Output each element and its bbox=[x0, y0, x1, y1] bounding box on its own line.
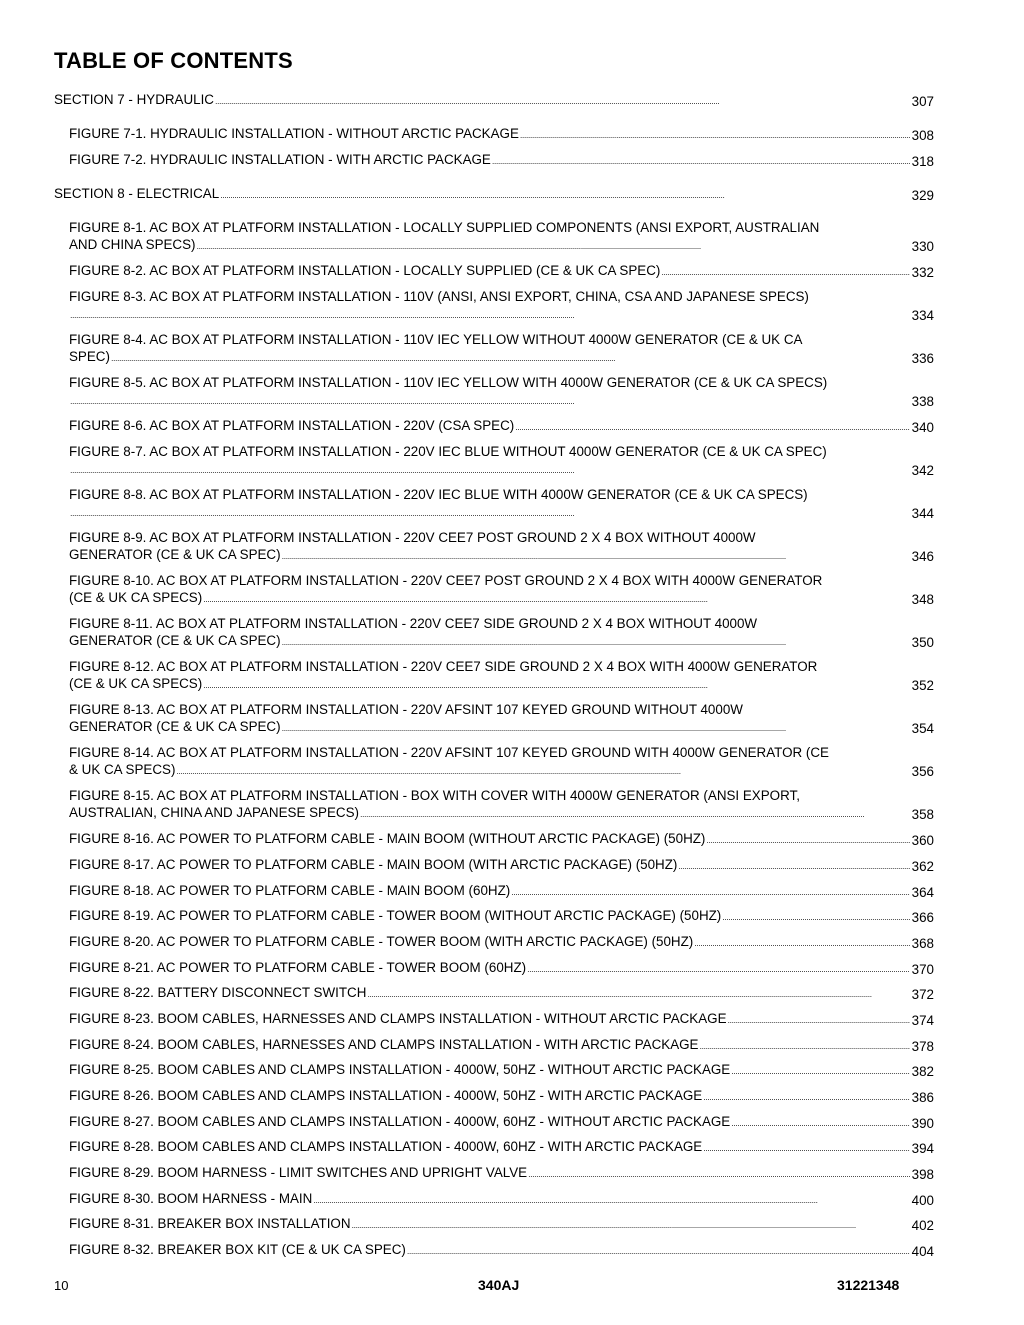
toc-entry-leader-line bbox=[69, 1190, 934, 1209]
toc-entry-page-number: 382 bbox=[911, 1064, 934, 1079]
toc-entry-text: FIGURE 8-13. AC BOX AT PLATFORM INSTALLATION - 220V AFSINT 107 KEYED GROUND WITHOUT 4000W bbox=[69, 702, 743, 717]
footer-doc-number: 31221348 bbox=[837, 1277, 900, 1293]
toc-entry-text: FIGURE 8-3. AC BOX AT PLATFORM INSTALLATION - 110V (ANSI, ANSI EXPORT, CHINA, CSA AND JAPANESE SPECS) bbox=[69, 289, 809, 304]
toc-entry-text: SPEC) bbox=[69, 349, 110, 364]
toc-entry-text: FIGURE 8-10. AC BOX AT PLATFORM INSTALLATION - 220V CEE7 POST GROUND 2 X 4 BOX WITH 4000W GENERATOR bbox=[69, 573, 823, 588]
toc-entry-leader-line bbox=[69, 856, 934, 875]
toc-entry-text-line bbox=[69, 443, 934, 460]
toc-figure-entry[interactable] bbox=[54, 882, 934, 901]
toc-entry-text: SECTION 8 - ELECTRICAL bbox=[54, 186, 220, 201]
toc-figure-entry[interactable] bbox=[54, 288, 934, 324]
toc-section-entry[interactable] bbox=[54, 185, 934, 204]
toc-figure-entry[interactable] bbox=[54, 1215, 934, 1234]
toc-entry-page-number: 370 bbox=[911, 962, 934, 977]
toc-entry-page-number: 340 bbox=[911, 420, 934, 435]
toc-figure-entry[interactable] bbox=[54, 1113, 934, 1132]
toc-entry-leader-line bbox=[69, 348, 934, 367]
toc-entry-text: FIGURE 8-26. BOOM CABLES AND CLAMPS INSTALLATION - 4000W, 50HZ - WITH ARCTIC PACKAGE bbox=[69, 1088, 703, 1103]
toc-figure-entry[interactable] bbox=[54, 417, 934, 436]
toc-entry-page-number: 386 bbox=[911, 1090, 934, 1105]
toc-figure-entry[interactable] bbox=[54, 443, 934, 479]
toc-section-entry[interactable] bbox=[54, 91, 934, 110]
toc-entry-text-line bbox=[69, 744, 934, 761]
toc-entry-page-number: 329 bbox=[911, 188, 934, 203]
toc-entry-leader-line bbox=[69, 804, 934, 823]
toc-figure-entry[interactable] bbox=[54, 486, 934, 522]
toc-entry-text: FIGURE 8-18. AC POWER TO PLATFORM CABLE - MAIN BOOM (60HZ) bbox=[69, 883, 511, 898]
toc-entry-text-line bbox=[69, 288, 934, 305]
toc-entry-leader-line bbox=[69, 761, 934, 780]
toc-entry-text: FIGURE 8-5. AC BOX AT PLATFORM INSTALLATION - 110V IEC YELLOW WITH 4000W GENERATOR (CE & UK CA SPECS) bbox=[69, 375, 828, 390]
toc-figure-entry[interactable] bbox=[54, 830, 934, 849]
toc-entry-text-line bbox=[69, 658, 934, 675]
toc-entry-leader-line bbox=[69, 1113, 934, 1132]
toc-figure-entry[interactable] bbox=[54, 219, 934, 255]
toc-entry-page-number: 378 bbox=[911, 1039, 934, 1054]
toc-entry-leader-line bbox=[69, 305, 934, 324]
toc-figure-entry[interactable] bbox=[54, 907, 934, 926]
toc-entry-leader-line bbox=[69, 1087, 934, 1106]
toc-entry-text: FIGURE 8-11. AC BOX AT PLATFORM INSTALLATION - 220V CEE7 SIDE GROUND 2 X 4 BOX WITHOUT 4000W bbox=[69, 616, 758, 631]
toc-entry-text: FIGURE 8-1. AC BOX AT PLATFORM INSTALLATION - LOCALLY SUPPLIED COMPONENTS (ANSI EXPORT, AUSTRALIAN bbox=[69, 220, 820, 235]
toc-entry-leader-line bbox=[69, 959, 934, 978]
toc-entry-text: GENERATOR (CE & UK CA SPEC) bbox=[69, 719, 281, 734]
toc-entry-text: GENERATOR (CE & UK CA SPEC) bbox=[69, 547, 281, 562]
toc-entry-text-line bbox=[69, 219, 934, 236]
toc-figure-entry[interactable] bbox=[54, 959, 934, 978]
toc-figure-entry[interactable] bbox=[54, 933, 934, 952]
toc-figure-entry[interactable] bbox=[54, 701, 934, 737]
toc-entry-leader-line bbox=[54, 91, 934, 110]
toc-entry-text: (CE & UK CA SPECS) bbox=[69, 676, 203, 691]
toc-entry-text: FIGURE 8-27. BOOM CABLES AND CLAMPS INSTALLATION - 4000W, 60HZ - WITHOUT ARCTIC PACKAGE bbox=[69, 1114, 731, 1129]
toc-entry-text: FIGURE 8-28. BOOM CABLES AND CLAMPS INSTALLATION - 4000W, 60HZ - WITH ARCTIC PACKAGE bbox=[69, 1139, 703, 1154]
toc-entry-leader-line bbox=[69, 1036, 934, 1055]
toc-figure-entry[interactable] bbox=[54, 1036, 934, 1055]
toc-entry-leader-line bbox=[69, 984, 934, 1003]
toc-figure-entry[interactable] bbox=[54, 374, 934, 410]
toc-entry-page-number: 360 bbox=[911, 833, 934, 848]
toc-entry-text: FIGURE 8-30. BOOM HARNESS - MAIN bbox=[69, 1191, 313, 1206]
toc-entry-text: FIGURE 8-15. AC BOX AT PLATFORM INSTALLATION - BOX WITH COVER WITH 4000W GENERATOR (ANSI EXPORT, bbox=[69, 788, 800, 803]
toc-entry-page-number: 394 bbox=[911, 1141, 934, 1156]
footer-page-number: 10 bbox=[54, 1278, 69, 1293]
toc-figure-entry[interactable] bbox=[54, 151, 934, 170]
toc-entry-text: (CE & UK CA SPECS) bbox=[69, 590, 203, 605]
toc-entry-leader-line bbox=[69, 675, 934, 694]
toc-entry-page-number: 334 bbox=[911, 308, 934, 323]
toc-entry-page-number: 354 bbox=[911, 721, 934, 736]
toc-figure-entry[interactable] bbox=[54, 572, 934, 608]
toc-entry-text-line bbox=[69, 486, 934, 503]
toc-entry-page-number: 307 bbox=[911, 94, 934, 109]
toc-entry-text: FIGURE 8-29. BOOM HARNESS - LIMIT SWITCHES AND UPRIGHT VALVE bbox=[69, 1165, 528, 1180]
toc-entry-text bbox=[69, 461, 70, 476]
toc-entry-page-number: 374 bbox=[911, 1013, 934, 1028]
toc-entry-page-number: 308 bbox=[911, 128, 934, 143]
toc-figure-entry[interactable] bbox=[54, 1061, 934, 1080]
toc-entry-page-number: 332 bbox=[911, 265, 934, 280]
toc-entry-text-line bbox=[69, 787, 934, 804]
toc-entry-text: FIGURE 8-21. AC POWER TO PLATFORM CABLE - TOWER BOOM (60HZ) bbox=[69, 960, 527, 975]
toc-entry-leader-line bbox=[69, 262, 934, 281]
toc-entry-text: SECTION 7 - HYDRAULIC bbox=[54, 92, 214, 107]
toc-figure-entry[interactable] bbox=[54, 262, 934, 281]
page-title: TABLE OF CONTENTS bbox=[54, 48, 293, 73]
toc-entry-leader-line bbox=[69, 391, 934, 410]
toc-entry-text: FIGURE 8-25. BOOM CABLES AND CLAMPS INSTALLATION - 4000W, 50HZ - WITHOUT ARCTIC PACKAGE bbox=[69, 1062, 731, 1077]
toc-figure-entry[interactable] bbox=[54, 1010, 934, 1029]
toc-entry-leader-line bbox=[69, 933, 934, 952]
toc-figure-entry[interactable] bbox=[54, 125, 934, 144]
toc-entry-text-line bbox=[69, 572, 934, 589]
toc-entry-text: FIGURE 8-6. AC BOX AT PLATFORM INSTALLATION - 220V (CSA SPEC) bbox=[69, 418, 515, 433]
toc-figure-entry[interactable] bbox=[54, 984, 934, 1003]
toc-entry-page-number: 390 bbox=[911, 1116, 934, 1131]
toc-entry-leader-line bbox=[69, 1215, 934, 1234]
toc-entry-leader-line bbox=[69, 830, 934, 849]
toc-entry-text-line bbox=[69, 374, 934, 391]
toc-entry-page-number: 362 bbox=[911, 859, 934, 874]
toc-entry-page-number: 356 bbox=[911, 764, 934, 779]
toc-entry-page-number: 318 bbox=[911, 154, 934, 169]
toc-entry-text: AUSTRALIAN, CHINA AND JAPANESE SPECS) bbox=[69, 805, 359, 820]
toc-entry-text bbox=[69, 392, 70, 407]
toc-entry-leader-line bbox=[69, 632, 934, 651]
toc-entry-text: FIGURE 7-2. HYDRAULIC INSTALLATION - WITH ARCTIC PACKAGE bbox=[69, 152, 491, 167]
toc-entry-page-number: 342 bbox=[911, 463, 934, 478]
toc-entry-leader-line bbox=[69, 1241, 934, 1260]
toc-entry-leader-line bbox=[69, 151, 934, 170]
toc-entry-text: FIGURE 8-12. AC BOX AT PLATFORM INSTALLATION - 220V CEE7 SIDE GROUND 2 X 4 BOX WITH 4000W GENERATOR bbox=[69, 659, 818, 674]
toc-entry-page-number: 402 bbox=[911, 1218, 934, 1233]
toc-entry-leader-line bbox=[69, 1164, 934, 1183]
toc-entry-text: FIGURE 8-16. AC POWER TO PLATFORM CABLE - MAIN BOOM (WITHOUT ARCTIC PACKAGE) (50HZ) bbox=[69, 831, 706, 846]
toc-entry-page-number: 372 bbox=[911, 987, 934, 1002]
toc-entry-text: FIGURE 8-7. AC BOX AT PLATFORM INSTALLATION - 220V IEC BLUE WITHOUT 4000W GENERATOR (CE & UK CA SPEC) bbox=[69, 444, 827, 459]
toc-entry-text: FIGURE 8-22. BATTERY DISCONNECT SWITCH bbox=[69, 985, 367, 1000]
toc-entry-text-line bbox=[69, 615, 934, 632]
toc-entry-page-number: 330 bbox=[911, 239, 934, 254]
toc-entry-text: FIGURE 7-1. HYDRAULIC INSTALLATION - WITHOUT ARCTIC PACKAGE bbox=[69, 126, 519, 141]
toc-entry-leader-line bbox=[69, 1061, 934, 1080]
toc-entry-text: FIGURE 8-2. AC BOX AT PLATFORM INSTALLATION - LOCALLY SUPPLIED (CE & UK CA SPEC) bbox=[69, 263, 661, 278]
toc-figure-entry[interactable] bbox=[54, 1241, 934, 1260]
toc-entry-leader-line bbox=[69, 125, 934, 144]
toc-entry-page-number: 344 bbox=[911, 506, 934, 521]
toc-figure-entry[interactable] bbox=[54, 744, 934, 780]
toc-entry-text: FIGURE 8-8. AC BOX AT PLATFORM INSTALLATION - 220V IEC BLUE WITH 4000W GENERATOR (CE & UK CA SPECS) bbox=[69, 487, 808, 502]
toc-entry-page-number: 400 bbox=[911, 1193, 934, 1208]
toc-entry-page-number: 350 bbox=[911, 635, 934, 650]
toc-entry-leader-line bbox=[69, 460, 934, 479]
toc-entry-text: FIGURE 8-23. BOOM CABLES, HARNESSES AND CLAMPS INSTALLATION - WITHOUT ARCTIC PACKAGE bbox=[69, 1011, 727, 1026]
toc-entry-leader-line bbox=[69, 503, 934, 522]
toc-entry-page-number: 348 bbox=[911, 592, 934, 607]
toc-entry-text bbox=[69, 504, 70, 519]
toc-entry-leader-line bbox=[69, 1138, 934, 1157]
toc-entry-text: FIGURE 8-14. AC BOX AT PLATFORM INSTALLATION - 220V AFSINT 107 KEYED GROUND WITH 4000W GENERATOR (CE bbox=[69, 745, 829, 760]
toc-entry-text: & UK CA SPECS) bbox=[69, 762, 176, 777]
toc-entry-text: FIGURE 8-20. AC POWER TO PLATFORM CABLE - TOWER BOOM (WITH ARCTIC PACKAGE) (50HZ) bbox=[69, 934, 694, 949]
toc-entry-text: FIGURE 8-4. AC BOX AT PLATFORM INSTALLATION - 110V IEC YELLOW WITHOUT 4000W GENERATOR (CE & UK CA bbox=[69, 332, 803, 347]
toc-entry-page-number: 368 bbox=[911, 936, 934, 951]
toc-figure-entry[interactable] bbox=[54, 787, 934, 823]
toc-figure-entry[interactable] bbox=[54, 615, 934, 651]
toc-entry-leader-line bbox=[69, 236, 934, 255]
toc-entry-page-number: 346 bbox=[911, 549, 934, 564]
toc-entry-text: FIGURE 8-24. BOOM CABLES, HARNESSES AND CLAMPS INSTALLATION - WITH ARCTIC PACKAGE bbox=[69, 1037, 699, 1052]
toc-entry-text: FIGURE 8-31. BREAKER BOX INSTALLATION bbox=[69, 1216, 351, 1231]
toc-entry-leader-line bbox=[69, 718, 934, 737]
toc-entry-leader-line bbox=[54, 185, 934, 204]
toc-entry-text bbox=[69, 306, 70, 321]
toc-figure-entry[interactable] bbox=[54, 856, 934, 875]
toc-entry-leader-line bbox=[69, 589, 934, 608]
toc-entry-text-line bbox=[69, 331, 934, 348]
toc-entry-leader-line bbox=[69, 546, 934, 565]
toc-entry-leader-line bbox=[69, 417, 934, 436]
toc-entry-leader-line bbox=[69, 882, 934, 901]
toc-figure-entry[interactable] bbox=[54, 1164, 934, 1183]
toc-figure-entry[interactable] bbox=[54, 1190, 934, 1209]
toc-entry-text: FIGURE 8-17. AC POWER TO PLATFORM CABLE - MAIN BOOM (WITH ARCTIC PACKAGE) (50HZ) bbox=[69, 857, 678, 872]
toc-entry-text-line bbox=[69, 529, 934, 546]
toc-entry-text: FIGURE 8-32. BREAKER BOX KIT (CE & UK CA SPEC) bbox=[69, 1242, 406, 1257]
toc-entry-text-line bbox=[69, 701, 934, 718]
toc-entry-page-number: 352 bbox=[911, 678, 934, 693]
toc-figure-entry[interactable] bbox=[54, 1087, 934, 1106]
toc-entry-text: AND CHINA SPECS) bbox=[69, 237, 196, 252]
toc-entry-page-number: 366 bbox=[911, 910, 934, 925]
toc-figure-entry[interactable] bbox=[54, 1138, 934, 1157]
toc-entry-page-number: 398 bbox=[911, 1167, 934, 1182]
footer-model: 340AJ bbox=[478, 1277, 520, 1293]
toc-entry-page-number: 404 bbox=[911, 1244, 934, 1259]
toc-figure-entry[interactable] bbox=[54, 658, 934, 694]
toc-entry-leader-line bbox=[69, 907, 934, 926]
toc-entry-text: FIGURE 8-9. AC BOX AT PLATFORM INSTALLATION - 220V CEE7 POST GROUND 2 X 4 BOX WITHOUT 4000W bbox=[69, 530, 756, 545]
toc-entry-text: FIGURE 8-19. AC POWER TO PLATFORM CABLE - TOWER BOOM (WITHOUT ARCTIC PACKAGE) (50HZ) bbox=[69, 908, 722, 923]
toc-entry-text: GENERATOR (CE & UK CA SPEC) bbox=[69, 633, 281, 648]
toc-entry-page-number: 358 bbox=[911, 807, 934, 822]
toc-entry-leader-line bbox=[69, 1010, 934, 1029]
toc-entry-page-number: 336 bbox=[911, 351, 934, 366]
toc-entry-page-number: 338 bbox=[911, 394, 934, 409]
toc-figure-entry[interactable] bbox=[54, 331, 934, 367]
toc-entry-page-number: 364 bbox=[911, 885, 934, 900]
toc-figure-entry[interactable] bbox=[54, 529, 934, 565]
